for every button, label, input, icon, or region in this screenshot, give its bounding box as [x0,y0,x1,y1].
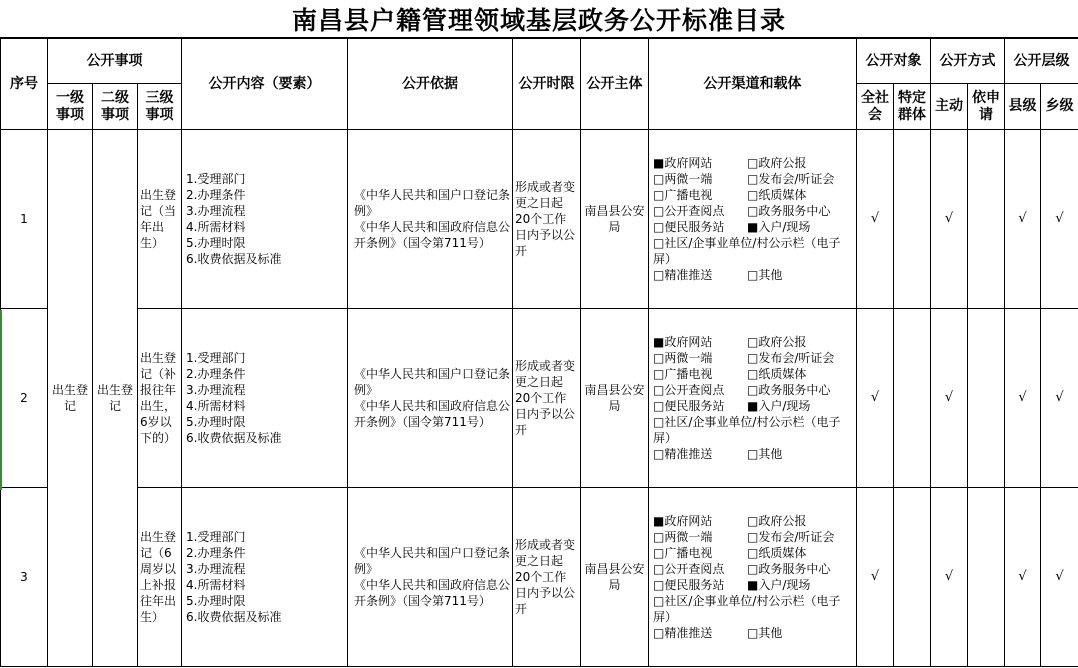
target-specific-cell [894,130,931,309]
table-row [1,309,1078,488]
content-item: 6.收费依据及标准 [186,252,282,266]
channel-option: □广播电视 [653,546,713,560]
channel-option: □便民服务站 [653,578,725,592]
time-limit-cell: 形成或者变更之日起20个工作日内予以公开 [513,309,581,488]
channel-option: □广播电视 [653,188,713,202]
content-item: 1.受理部门 [186,530,246,544]
method-apply-cell [968,130,1005,309]
page-title: 南昌县户籍管理领域基层政务公开标准目录 [0,0,1078,38]
method-apply-cell [968,309,1005,488]
basis-item: 《中华人民共和国政府信息公开条例》（国令第711号） [354,399,511,429]
subject-cell: 南昌县公安局 [581,309,649,488]
level3-value: 出生登记（当年出生） [138,130,182,309]
target-specific-cell [894,488,931,667]
channel-option: □政府公报 [747,156,807,170]
channel-option: ■入户/现场 [747,220,811,234]
content-item: 2.办理条件 [186,188,246,202]
table-row [1,488,1078,667]
content-item: 6.收费依据及标准 [186,431,282,445]
basis-item: 《中华人民共和国户口登记条例》 [354,188,511,218]
channel-option: □发布会/听证会 [747,530,835,544]
level2-value: 出生登记 [93,130,138,667]
target-all-cell: √ [857,309,894,488]
channel-option: ■入户/现场 [747,578,811,592]
basis-item: 《中华人民共和国户口登记条例》 [354,546,511,576]
content-item: 3.办理流程 [186,383,246,397]
channel-option: □精准推送 [653,268,713,282]
channel-option: □其他 [747,626,783,640]
channel-option: □社区/企事业单位/村公示栏（电子屏） [653,594,841,624]
channel-option: □政府公报 [747,514,807,528]
channel-option: □纸质媒体 [747,367,807,381]
row-seq: 3 [1,488,48,667]
basis-item: 《中华人民共和国政府信息公开条例》（国令第711号） [354,220,511,250]
header-level2: 二级事项 [93,84,138,130]
content-cell [182,130,348,309]
header-content: 公开内容（要素） [182,39,348,130]
content-item: 5.办理时限 [186,415,246,429]
channel-option: □两微一端 [653,530,713,544]
channel-option: □精准推送 [653,447,713,461]
content-item: 4.所需材料 [186,399,246,413]
header-target: 公开对象 [857,39,931,84]
channel-option: □社区/企事业单位/村公示栏（电子屏） [653,415,841,445]
header-basis: 公开依据 [348,39,513,130]
content-cell [182,309,348,488]
target-all-cell: √ [857,488,894,667]
method-active-cell: √ [931,309,968,488]
method-active-cell: √ [931,130,968,309]
channel-option: □其他 [747,268,783,282]
channel-option: ■入户/现场 [747,399,811,413]
level-town-cell: √ [1041,130,1078,309]
channel-option: □政府公报 [747,335,807,349]
header-subject: 公开主体 [581,39,649,130]
header-level-county: 县级 [1005,84,1041,130]
channel-option: □两微一端 [653,351,713,365]
header-seq: 序号 [1,39,48,130]
header-method-active: 主动 [931,84,968,130]
level-county-cell: √ [1005,130,1041,309]
method-active-cell: √ [931,488,968,667]
basis-item: 《中华人民共和国政府信息公开条例》（国令第711号） [354,578,511,608]
channel-option: □政务服务中心 [747,383,831,397]
subject-cell: 南昌县公安局 [581,488,649,667]
header-public-items: 公开事项 [48,39,182,84]
channel-option: □公开查阅点 [653,204,725,218]
content-item: 4.所需材料 [186,220,246,234]
subject-cell: 南昌县公安局 [581,130,649,309]
channel-option: □社区/企事业单位/村公示栏（电子屏） [653,236,841,266]
channel-option: □纸质媒体 [747,546,807,560]
content-cell [182,488,348,667]
target-specific-cell [894,309,931,488]
header-level3: 三级事项 [138,84,182,130]
level-county-cell: √ [1005,309,1041,488]
header-level1: 一级事项 [48,84,93,130]
channel-option: □公开查阅点 [653,562,725,576]
channel-option: □两微一端 [653,172,713,186]
content-item: 5.办理时限 [186,594,246,608]
content-item: 3.办理流程 [186,204,246,218]
header-level-town: 乡级 [1041,84,1078,130]
content-item: 2.办理条件 [186,367,246,381]
channel-option: ■政府网站 [653,335,713,349]
content-item: 4.所需材料 [186,578,246,592]
channel-option: □政务服务中心 [747,204,831,218]
catalog-table [0,38,1078,667]
channel-option: ■政府网站 [653,514,713,528]
basis-cell [348,130,513,309]
channels-cell [649,309,857,488]
method-apply-cell [968,488,1005,667]
level-county-cell: √ [1005,488,1041,667]
time-limit-cell: 形成或者变更之日起20个工作日内予以公开 [513,488,581,667]
channels-cell [649,130,857,309]
channel-option: □广播电视 [653,367,713,381]
basis-item: 《中华人民共和国户口登记条例》 [354,367,511,397]
table-row [1,130,1078,309]
header-channels: 公开渠道和载体 [649,39,857,130]
level-town-cell: √ [1041,309,1078,488]
basis-cell [348,488,513,667]
channel-option: □公开查阅点 [653,383,725,397]
basis-cell [348,309,513,488]
header-time-limit: 公开时限 [513,39,581,130]
channel-option: ■政府网站 [653,156,713,170]
channel-option: □发布会/听证会 [747,351,835,365]
level1-value: 出生登记 [48,130,93,667]
header-method-apply: 依申请 [968,84,1005,130]
time-limit-cell: 形成或者变更之日起20个工作日内予以公开 [513,130,581,309]
level3-value: 出生登记（6周岁以上补报往年出生） [138,488,182,667]
content-item: 1.受理部门 [186,172,246,186]
channel-option: □纸质媒体 [747,188,807,202]
content-item: 3.办理流程 [186,562,246,576]
target-all-cell: √ [857,130,894,309]
header-level: 公开层级 [1005,39,1078,84]
channel-option: □其他 [747,447,783,461]
row-selection-marker [0,310,2,490]
content-item: 2.办理条件 [186,546,246,560]
level3-value: 出生登记（补报往年出生，6岁以下的） [138,309,182,488]
channel-option: □发布会/听证会 [747,172,835,186]
level-town-cell: √ [1041,488,1078,667]
header-target-all: 全社会 [857,84,894,130]
row-seq: 1 [1,130,48,309]
channel-option: □便民服务站 [653,220,725,234]
content-item: 5.办理时限 [186,236,246,250]
channel-option: □政务服务中心 [747,562,831,576]
content-item: 6.收费依据及标准 [186,610,282,624]
channels-cell [649,488,857,667]
header-method: 公开方式 [931,39,1005,84]
channel-option: □精准推送 [653,626,713,640]
content-item: 1.受理部门 [186,351,246,365]
row-seq: 2 [1,309,48,488]
header-target-specific: 特定群体 [894,84,931,130]
channel-option: □便民服务站 [653,399,725,413]
